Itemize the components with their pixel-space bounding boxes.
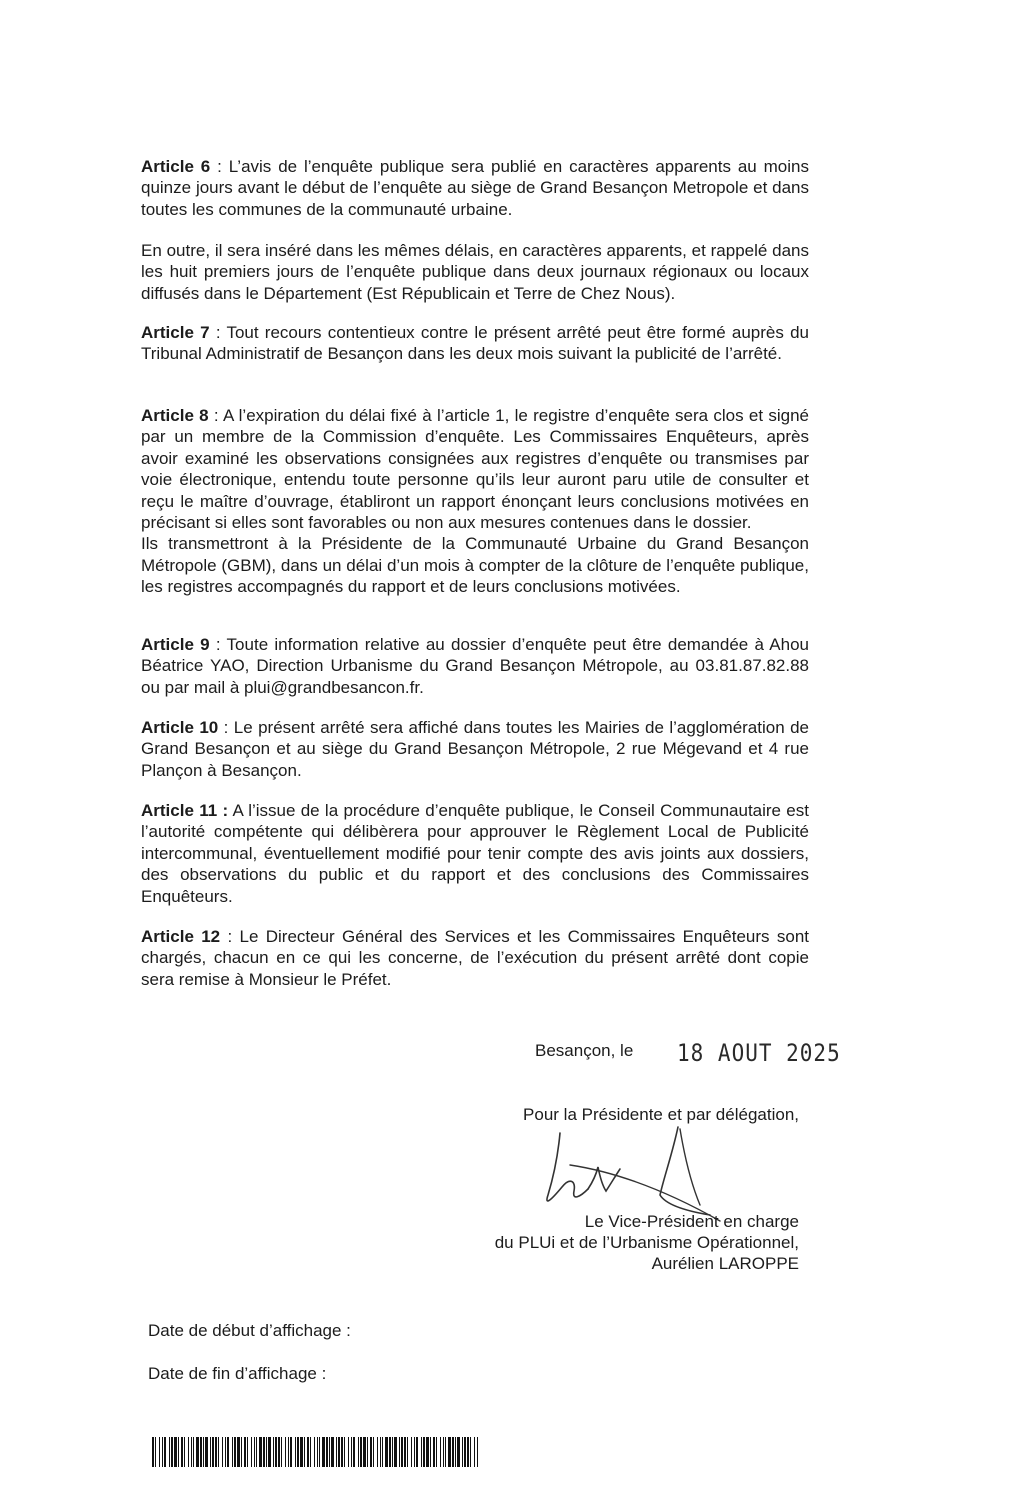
barcode-bar xyxy=(457,1437,460,1467)
barcode-bar xyxy=(380,1437,381,1467)
barcode-bar xyxy=(188,1437,189,1467)
barcode-bar xyxy=(401,1437,403,1467)
article-7 xyxy=(141,322,809,365)
barcode-bar xyxy=(392,1437,393,1467)
barcode-bar xyxy=(266,1437,267,1467)
barcode-bar xyxy=(436,1437,437,1467)
barcode-bar xyxy=(385,1437,388,1467)
barcode-bar xyxy=(331,1437,334,1467)
barcode-bar xyxy=(155,1437,156,1467)
article-8 xyxy=(141,405,809,598)
barcode-bar xyxy=(326,1437,328,1467)
barcode-bar xyxy=(348,1437,349,1467)
barcode-bar xyxy=(370,1437,372,1467)
barcode-bar xyxy=(455,1437,456,1467)
barcode-bar xyxy=(215,1437,217,1467)
barcode-bar xyxy=(222,1437,223,1467)
barcode-bar xyxy=(322,1437,325,1467)
article-6-paragraph-2 xyxy=(141,240,809,304)
barcode-bar xyxy=(367,1437,368,1467)
barcode-bar xyxy=(254,1437,255,1467)
barcode-bar xyxy=(200,1437,202,1467)
barcode-bar xyxy=(317,1437,318,1467)
article-6-label: Article 6 xyxy=(141,157,211,176)
barcode-bar xyxy=(477,1437,478,1467)
barcode-bar xyxy=(394,1437,397,1467)
barcode-bar xyxy=(404,1437,406,1467)
signing-place: Besançon, le xyxy=(535,1041,634,1060)
posting-start-date: Date de début d’affichage : xyxy=(148,1321,351,1340)
barcode xyxy=(152,1437,478,1467)
barcode-bar xyxy=(281,1437,282,1467)
barcode-bar xyxy=(288,1437,289,1467)
barcode-bar xyxy=(304,1437,305,1467)
article-6-text: : L’avis de l’enquête publique sera publié en caractères apparents au moins quinze jours avant le début de l’enquête au siège de Grand Besançon Metropole et dans toutes les communes de la communauté urbaine. xyxy=(141,157,809,219)
barcode-bar xyxy=(470,1437,471,1467)
barcode-bar xyxy=(193,1437,194,1467)
barcode-bar xyxy=(430,1437,431,1467)
barcode-bar xyxy=(329,1437,330,1467)
barcode-bar xyxy=(452,1437,454,1467)
barcode-bar xyxy=(259,1437,262,1467)
barcode-bar xyxy=(184,1437,185,1467)
barcode-bar xyxy=(263,1437,265,1467)
article-11-label: Article 11 : xyxy=(141,801,229,820)
article-9-text: : Toute information relative au dossier d’enquête peut être demandée à Ahou Béatrice YAO, Direction Urbanisme du Grand Besançon Métropole, au 03.81.87.82.88 ou par mail à plui@grandbesancon.fr. xyxy=(141,635,809,697)
barcode-bar xyxy=(159,1437,160,1467)
barcode-bar xyxy=(241,1437,242,1467)
barcode-bar xyxy=(297,1437,299,1467)
article-6 xyxy=(141,156,809,220)
article-9 xyxy=(141,634,809,698)
barcode-bar xyxy=(433,1437,435,1467)
barcode-bar xyxy=(218,1437,219,1467)
article-12 xyxy=(141,926,809,990)
article-10-text: : Le présent arrêté sera affiché dans toutes les Mairies de l’agglomération de Grand Besançon et au siège du Grand Besançon Métropole, 2 rue Mégevand et 4 rue Plançon à Besançon. xyxy=(141,718,809,780)
barcode-bar xyxy=(307,1437,309,1467)
barcode-bar xyxy=(196,1437,199,1467)
barcode-bar xyxy=(319,1437,320,1467)
barcode-bar xyxy=(426,1437,429,1467)
barcode-bar xyxy=(162,1437,163,1467)
article-8-text-2: Ils transmettront à la Présidente de la Communauté Urbaine du Grand Besançon Métropole (GBM), dans un délai d’un mois à compter de la clôture de l’enquête publique, les registres accompagnés du rapport et de leurs conclusions motivées. xyxy=(141,534,809,597)
article-10-label: Article 10 xyxy=(141,718,219,737)
barcode-bar xyxy=(411,1437,412,1467)
barcode-bar xyxy=(414,1437,415,1467)
barcode-bar xyxy=(440,1437,441,1467)
barcode-bar xyxy=(227,1437,229,1467)
article-6-paragraph-2-text: En outre, il sera inséré dans les mêmes délais, en caractères apparents, et rappelé dans les huit premiers jours de l’enquête publique dans deux journaux régionaux ou locaux diffusés dans le Département (Est Républicain et Terre de Chez Nous). xyxy=(141,241,809,303)
barcode-bar xyxy=(336,1437,337,1467)
barcode-bar xyxy=(416,1437,418,1467)
article-10 xyxy=(141,717,809,781)
barcode-bar xyxy=(256,1437,257,1467)
barcode-bar xyxy=(407,1437,408,1467)
barcode-bar xyxy=(225,1437,226,1467)
barcode-bar xyxy=(360,1437,362,1467)
barcode-bar xyxy=(290,1437,292,1467)
barcode-bar xyxy=(389,1437,391,1467)
article-12-label: Article 12 xyxy=(141,927,221,946)
article-12-text: : Le Directeur Général des Services et les Commissaires Enquêteurs sont chargés, chacun en ce qui les concerne, de l’exécution du présent arrêté dont copie sera remise à Monsieur le Préfet. xyxy=(141,927,809,989)
barcode-bar xyxy=(203,1437,204,1467)
barcode-bar xyxy=(285,1437,286,1467)
barcode-bar xyxy=(421,1437,422,1467)
barcode-bar xyxy=(205,1437,208,1467)
barcode-bar xyxy=(464,1437,466,1467)
barcode-bar xyxy=(363,1437,366,1467)
barcode-bar xyxy=(310,1437,311,1467)
article-8-label: Article 8 xyxy=(141,406,209,425)
barcode-bar xyxy=(169,1437,170,1467)
barcode-bar xyxy=(251,1437,252,1467)
posting-end-date: Date de fin d’affichage : xyxy=(148,1364,327,1383)
signatory-title-line-1: Le Vice-Président en charge xyxy=(584,1212,799,1231)
barcode-bar xyxy=(423,1437,425,1467)
barcode-bar xyxy=(210,1437,211,1467)
signatory-name: Aurélien LAROPPE xyxy=(651,1254,799,1273)
barcode-bar xyxy=(344,1437,345,1467)
signatory-title-line-2: du PLUi et de l’Urbanisme Opérationnel, xyxy=(494,1233,799,1252)
barcode-bar xyxy=(351,1437,352,1467)
barcode-bar xyxy=(445,1437,446,1467)
barcode-bar xyxy=(191,1437,192,1467)
barcode-bar xyxy=(244,1437,246,1467)
barcode-bar xyxy=(399,1437,400,1467)
article-11 xyxy=(141,800,809,907)
article-8-text: : A l’expiration du délai fixé à l’article 1, le registre d’enquête sera clos et signé par un membre de la Commission d’enquête. Les Commissaires Enquêteurs, après avoir examiné les observations consignées aux registres d’enquête ou transmises par voie électronique, entendu toute personne qu’ils leur auront paru utile de consulter et reçu le maître d’ouvrage, établiront un rapport énonçant leurs conclusions motivées en précisant si elles sont favorables ou non aux mesures contenues dans le dossier. xyxy=(141,406,809,533)
barcode-bar xyxy=(234,1437,236,1467)
barcode-bar xyxy=(353,1437,355,1467)
barcode-bar xyxy=(237,1437,240,1467)
barcode-bar xyxy=(174,1437,177,1467)
article-7-text: : Tout recours contentieux contre le présent arrêté peut être formé auprès du Tribunal Administratif de Besançon dans les deux mois suivant la publicité de l’arrêté. xyxy=(141,323,809,364)
barcode-bar xyxy=(273,1437,274,1467)
barcode-bar xyxy=(171,1437,173,1467)
barcode-bar xyxy=(275,1437,277,1467)
delegation-line: Pour la Présidente et par délégation, xyxy=(523,1105,799,1124)
barcode-bar xyxy=(212,1437,214,1467)
barcode-bar xyxy=(178,1437,179,1467)
barcode-bar xyxy=(314,1437,315,1467)
barcode-bar xyxy=(247,1437,248,1467)
barcode-bar xyxy=(474,1437,475,1467)
barcode-bar xyxy=(382,1437,383,1467)
barcode-bar xyxy=(300,1437,303,1467)
barcode-bar xyxy=(181,1437,183,1467)
barcode-bar xyxy=(268,1437,271,1467)
barcode-bar xyxy=(338,1437,340,1467)
barcode-bar xyxy=(341,1437,343,1467)
barcode-bar xyxy=(232,1437,233,1467)
article-11-text: A l’issue de la procédure d’enquête publique, le Conseil Communautaire est l’autorité compétente qui délibèrera pour approuver le Règlement Local de Publicité intercommunal, éventuellement modifié pour tenir compte des avis joints aux dossiers, des observations du public et du rapport et des conclusions des Commissaires Enquêteurs. xyxy=(141,801,809,906)
barcode-bar xyxy=(443,1437,444,1467)
barcode-bar xyxy=(164,1437,166,1467)
barcode-bar xyxy=(278,1437,280,1467)
barcode-bar xyxy=(377,1437,378,1467)
barcode-bar xyxy=(152,1437,154,1467)
barcode-bar xyxy=(448,1437,451,1467)
barcode-bar xyxy=(373,1437,374,1467)
date-stamp: 18 AOUT 2025 xyxy=(677,1039,841,1067)
barcode-bar xyxy=(358,1437,359,1467)
article-7-label: Article 7 xyxy=(141,323,210,342)
article-9-label: Article 9 xyxy=(141,635,210,654)
barcode-bar xyxy=(462,1437,463,1467)
barcode-bar xyxy=(295,1437,296,1467)
barcode-bar xyxy=(467,1437,469,1467)
